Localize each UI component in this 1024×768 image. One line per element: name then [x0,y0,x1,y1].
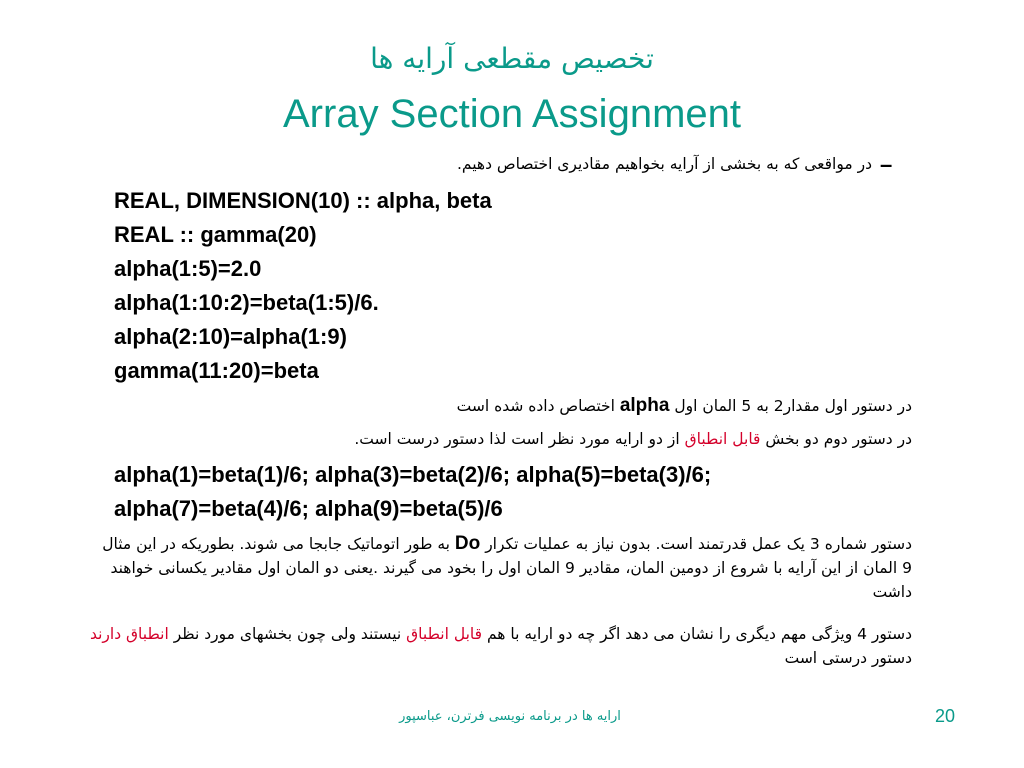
slide-title-english: Array Section Assignment [283,92,741,136]
code-line-3: alpha(1:5)=2.0 [114,256,262,281]
note-4-part2: نیستند ولی چون بخشهای مورد نظر [173,625,402,643]
bullet-text: در مواقعی که به بخشی از آرایه بخواهیم مقادیری اختصاص دهیم. [456,155,872,173]
note-3 [92,532,912,604]
code2-line-1: alpha(1)=beta(1)/6; alpha(3)=beta(2)/6; alpha(5)=beta(3)/6; [114,462,712,487]
note-2-part1: در دستور دوم دو بخش [765,430,912,448]
note-3-part2: به طور اتوماتیک جابجا می شوند. بطوریکه در این مثال 9 المان از این آرایه با شروع از دومین المان، مقادیر 9 المان اول را بخود می گیرند .یعنی دو المان اول مقادیر یکسانی خواهند داشت [102,535,912,601]
code-line-5: alpha(2:10)=alpha(1:9) [114,324,347,349]
code-line-4: alpha(1:10:2)=beta(1:5)/6. [114,290,379,315]
note-1-part2: اختصاص داده شده است [456,397,615,415]
note-4-part1: دستور 4 ویژگی مهم دیگری را نشان می دهد اگر چه دو ارایه با هم [486,625,912,643]
code2-line-2: alpha(7)=beta(4)/6; alpha(9)=beta(5)/6 [114,496,503,521]
note-4-highlight-2: انطباق دارند [89,625,169,643]
code-line-2: REAL :: gamma(20) [114,222,317,247]
bullet-dash: – [880,152,893,177]
slide-title-persian: تخصیص مقطعی آرایه ها [370,42,654,75]
note-1 [112,394,912,418]
note-3-part1: دستور شماره 3 یک عمل قدرتمند است. بدون نیاز به عملیات تکرار [485,535,912,553]
note-2 [112,427,912,451]
note-1-part1: در دستور اول مقدار2 به 5 المان اول [674,397,912,415]
note-2-part2: از دو ارایه مورد نظر است لذا دستور درست است. [354,430,680,448]
code-line-1: REAL, DIMENSION(10) :: alpha, beta [114,188,492,213]
note-4-part3: دستور درستی است [784,649,912,667]
note-3-keyword: Do [454,533,481,554]
footer-text: ارایه ها در برنامه نویسی فرترن، عباسپور [399,709,621,724]
note-4-highlight-1: قابل انطباق [406,625,483,643]
page-number: 20 [935,706,956,726]
note-4 [62,622,912,670]
note-1-keyword: alpha [619,395,670,416]
code-line-6: gamma(11:20)=beta [114,358,319,383]
note-2-highlight: قابل انطباق [684,430,761,448]
